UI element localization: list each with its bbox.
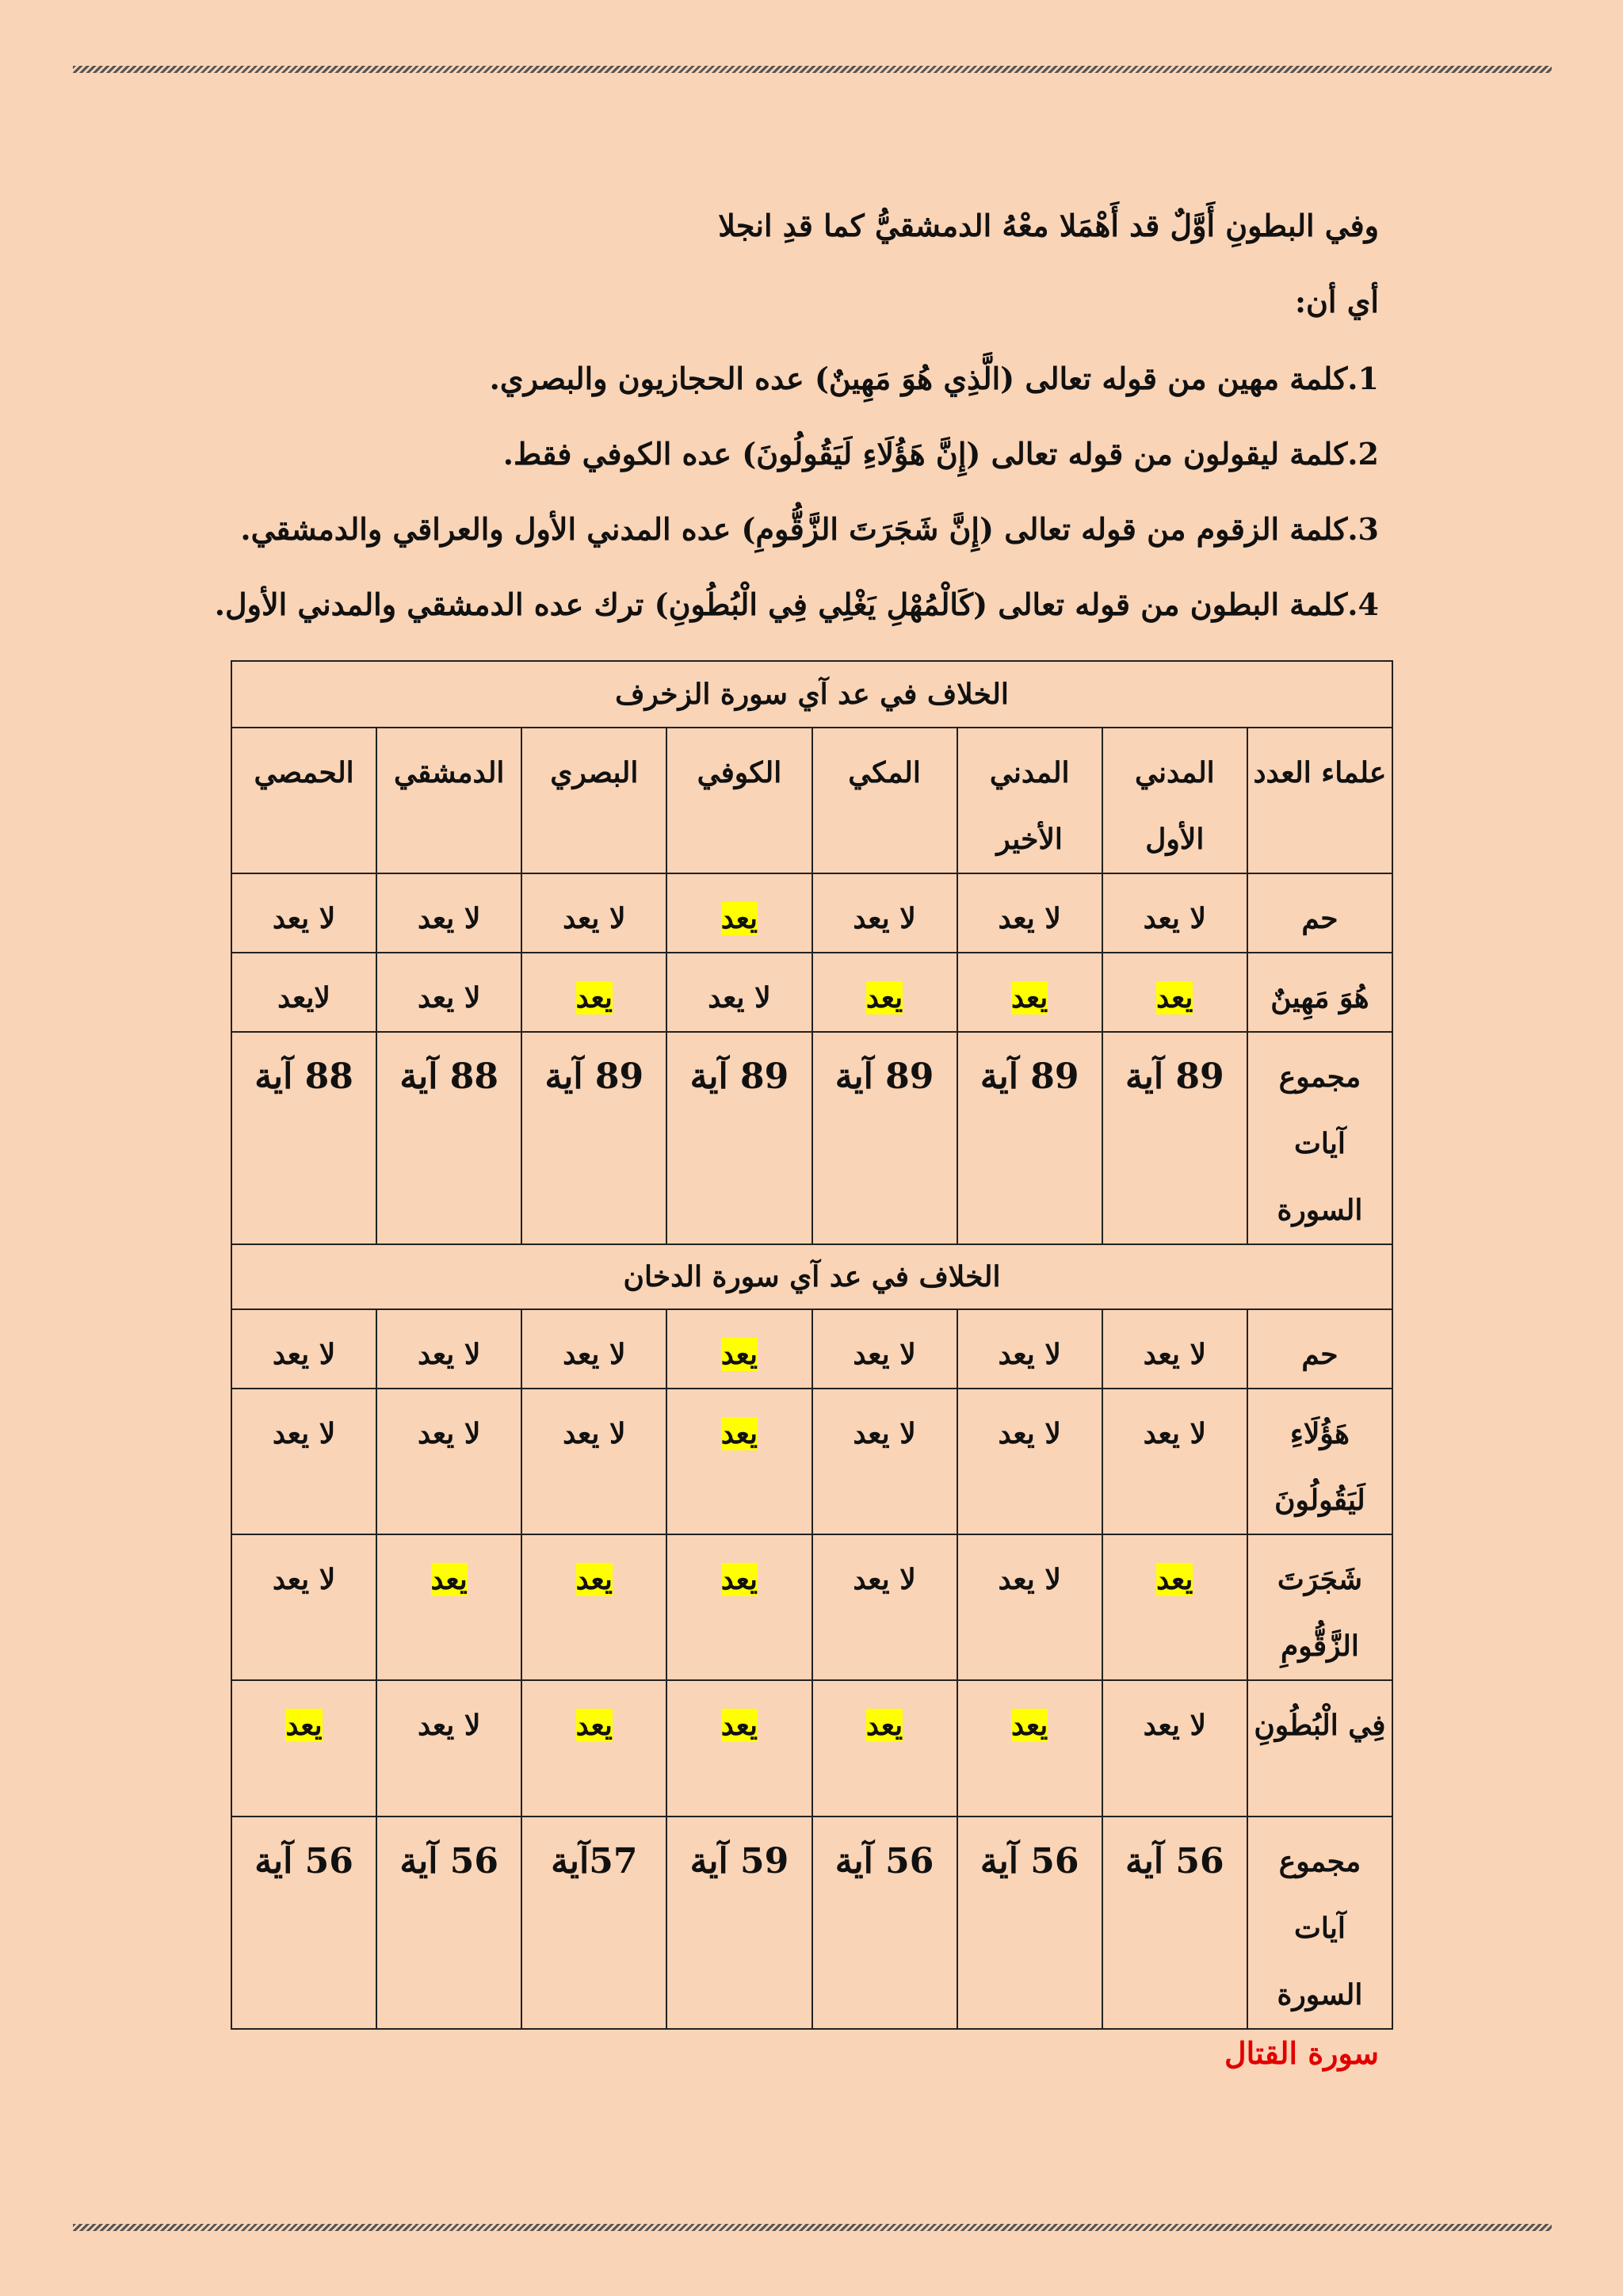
count-cell	[666, 1389, 812, 1534]
row-label	[1247, 1389, 1392, 1534]
cell-text: يعد	[720, 1709, 758, 1742]
cell-text: مجموع آيات السورة	[1277, 1845, 1363, 2011]
cell-text: 56 آية	[254, 1841, 353, 1881]
cell-text: لا يعد	[1143, 1417, 1206, 1450]
cell-text: حم	[1301, 902, 1338, 935]
cell-text: يعد	[575, 1563, 613, 1596]
table-title	[231, 1244, 1392, 1309]
cell-text: 56 آية	[834, 1841, 934, 1881]
count-cell	[231, 1309, 376, 1389]
count-cell	[1102, 1389, 1247, 1534]
cell-text: 89 آية	[544, 1056, 644, 1097]
cell-text: يعد	[1156, 981, 1193, 1014]
count-cell	[376, 1389, 521, 1534]
total-cell	[666, 1817, 812, 2029]
cell-text: لا يعد	[998, 1338, 1061, 1371]
count-cell	[521, 1680, 666, 1817]
intro-text: أي أن:	[1294, 284, 1379, 319]
cell-text: لا يعد	[418, 1417, 481, 1450]
cell-text: لا يعد	[853, 1563, 916, 1596]
cell-text: لا يعد	[853, 1417, 916, 1450]
count-cell	[812, 1389, 957, 1534]
count-cell	[957, 1534, 1102, 1680]
next-section-heading: سورة القتال	[1224, 2035, 1379, 2071]
count-cell	[376, 1534, 521, 1680]
table-title-row	[231, 1244, 1392, 1309]
count-cell	[812, 1534, 957, 1680]
cell-text: يعد	[720, 1338, 758, 1371]
cell-text: الخلاف في عد آي سورة الزخرف	[615, 678, 1009, 711]
cell-text: يعد	[575, 1709, 613, 1742]
total-cell	[957, 1817, 1102, 2029]
total-cell	[957, 1032, 1102, 1244]
total-cell	[376, 1817, 521, 2029]
cell-text: الدمشقي	[393, 756, 505, 789]
count-cell	[957, 953, 1102, 1032]
cell-text: لا يعد	[272, 1563, 336, 1596]
total-cell	[231, 1817, 376, 2029]
count-cell	[231, 1534, 376, 1680]
cell-text: 89 آية	[1125, 1056, 1224, 1097]
count-cell	[666, 1680, 812, 1817]
cell-text: لا يعد	[418, 981, 481, 1014]
row-label	[1247, 953, 1392, 1032]
total-label	[1247, 1817, 1392, 2029]
column-header	[666, 728, 812, 873]
column-header	[521, 728, 666, 873]
column-header	[957, 728, 1102, 873]
cell-text: شَجَرَتَ الزَّقُّومِ	[1277, 1563, 1363, 1663]
total-cell	[666, 1032, 812, 1244]
total-cell	[812, 1817, 957, 2029]
cell-text: البصري	[550, 756, 639, 789]
count-cell	[666, 1309, 812, 1389]
table-row	[231, 1389, 1392, 1534]
cell-text: يعد	[575, 981, 613, 1014]
count-cell	[376, 1680, 521, 1817]
cell-text: الخلاف في عد آي سورة الدخان	[623, 1260, 1001, 1293]
cell-text: يعد	[720, 1563, 758, 1596]
count-cell	[812, 953, 957, 1032]
cell-text: 88 آية	[254, 1056, 353, 1097]
count-cell	[666, 873, 812, 953]
cell-text: المكي	[848, 756, 921, 789]
cell-text: يعد	[1011, 1709, 1048, 1742]
count-cell	[1102, 1680, 1247, 1817]
count-cell	[521, 1389, 666, 1534]
cell-text: 89 آية	[834, 1056, 934, 1097]
row-label	[1247, 1309, 1392, 1389]
cell-text: 56 آية	[399, 1841, 498, 1881]
count-cell	[957, 873, 1102, 953]
column-header	[1247, 728, 1392, 873]
count-cell	[812, 873, 957, 953]
table-title	[231, 661, 1392, 728]
total-cell	[231, 1032, 376, 1244]
cell-text: مجموع آيات السورة	[1277, 1060, 1363, 1227]
count-cell	[521, 953, 666, 1032]
total-cell	[1102, 1817, 1247, 2029]
point-4: 4.كلمة البطون من قوله تعالى (كَالْمُهْلِ يَغْلِي فِي الْبُطُونِ) ترك عده الدمشقي والمدني الأول.	[214, 586, 1379, 622]
count-cell	[521, 1534, 666, 1680]
count-cell	[957, 1389, 1102, 1534]
count-cell	[1102, 873, 1247, 953]
cell-text: علماء العدد	[1253, 756, 1387, 789]
table-row	[231, 1309, 1392, 1389]
cell-text: يعد	[1011, 981, 1048, 1014]
cell-text: لا يعد	[708, 981, 771, 1014]
count-cell	[521, 1309, 666, 1389]
table-row	[231, 1680, 1392, 1817]
cell-text: لا يعد	[1143, 902, 1206, 935]
row-label	[1247, 1534, 1392, 1680]
cell-text: لا يعد	[998, 1563, 1061, 1596]
bottom-border	[73, 2224, 1552, 2231]
cell-text: المدني الأخير	[989, 756, 1070, 856]
cell-text: المدني الأول	[1134, 756, 1215, 856]
cell-text: لا يعد	[272, 1338, 336, 1371]
count-cell	[812, 1680, 957, 1817]
table-row	[231, 953, 1392, 1032]
cell-text: يعد	[865, 981, 903, 1014]
cell-text: 56 آية	[1125, 1841, 1224, 1881]
cell-text: لا يعد	[563, 1338, 626, 1371]
column-header	[231, 728, 376, 873]
cell-text: 89 آية	[689, 1056, 789, 1097]
count-cell	[376, 953, 521, 1032]
top-border	[73, 66, 1552, 73]
point-1: 1.كلمة مهين من قوله تعالى (الَّذِي هُوَ مَهِينٌ) عده الحجازيون والبصري.	[489, 361, 1379, 396]
count-cell	[1102, 1309, 1247, 1389]
count-cell	[957, 1309, 1102, 1389]
count-cell	[231, 1680, 376, 1817]
count-cell	[376, 873, 521, 953]
count-cell	[666, 1534, 812, 1680]
cell-text: لا يعد	[1143, 1338, 1206, 1371]
count-cell	[231, 953, 376, 1032]
verse-line: وفي البطونِ أَوَّلٌ قد أَهْمَلا معْهُ الدمشقيُّ كما قدِ انجلا	[718, 208, 1379, 243]
cell-text: الحمصي	[254, 756, 354, 789]
total-row	[231, 1817, 1392, 2029]
cell-text: لا يعد	[418, 902, 481, 935]
row-label	[1247, 873, 1392, 953]
cell-text: يعد	[865, 1709, 903, 1742]
total-cell	[521, 1817, 666, 2029]
total-label	[1247, 1032, 1392, 1244]
count-cell	[957, 1680, 1102, 1817]
total-cell	[521, 1032, 666, 1244]
cell-text: هُوَ مَهِينٌ	[1270, 981, 1369, 1014]
point-3: 3.كلمة الزقوم من قوله تعالى (إِنَّ شَجَرَتَ الزَّقُّومِ) عده المدني الأول والعراقي والدمشقي.	[240, 511, 1379, 547]
header-row	[231, 728, 1392, 873]
count-cell	[1102, 1534, 1247, 1680]
cell-text: لا يعد	[998, 902, 1061, 935]
row-label	[1247, 1680, 1392, 1817]
cell-text: لا يعد	[563, 1417, 626, 1450]
cell-text: لا يعد	[1143, 1709, 1206, 1742]
cell-text: 88 آية	[399, 1056, 498, 1097]
cell-text: حم	[1301, 1338, 1338, 1371]
cell-text: لا يعد	[853, 902, 916, 935]
point-2: 2.كلمة ليقولون من قوله تعالى (إِنَّ هَؤُلَاءِ لَيَقُولُونَ) عده الكوفي فقط.	[502, 436, 1379, 472]
cell-text: 89 آية	[980, 1056, 1079, 1097]
cell-text: 57آية	[551, 1841, 638, 1881]
count-cell	[1102, 953, 1247, 1032]
column-header	[812, 728, 957, 873]
cell-text: لا يعد	[272, 1417, 336, 1450]
cell-text: لا يعد	[998, 1417, 1061, 1450]
cell-text: هَؤُلَاءِ لَيَقُولُونَ	[1274, 1417, 1365, 1517]
cell-text: يعد	[430, 1563, 468, 1596]
cell-text: فِي الْبُطُونِ	[1254, 1709, 1386, 1742]
cell-text: يعد	[720, 1417, 758, 1450]
cell-text: لا يعد	[418, 1709, 481, 1742]
count-cell	[666, 953, 812, 1032]
cell-text: يعد	[1156, 1563, 1193, 1596]
table-title-row	[231, 661, 1392, 728]
count-cell	[231, 873, 376, 953]
table-row	[231, 873, 1392, 953]
total-cell	[376, 1032, 521, 1244]
cell-text: لا يعد	[418, 1338, 481, 1371]
cell-text: لايعد	[277, 981, 330, 1014]
cell-text: 59 آية	[689, 1841, 789, 1881]
total-row	[231, 1032, 1392, 1244]
cell-text: يعد	[720, 902, 758, 935]
cell-text: يعد	[285, 1709, 323, 1742]
cell-text: لا يعد	[853, 1338, 916, 1371]
cell-text: لا يعد	[563, 902, 626, 935]
count-cell	[376, 1309, 521, 1389]
total-cell	[1102, 1032, 1247, 1244]
differences-table	[231, 660, 1393, 2030]
count-cell	[812, 1309, 957, 1389]
column-header	[1102, 728, 1247, 873]
total-cell	[812, 1032, 957, 1244]
cell-text: الكوفي	[697, 756, 782, 789]
count-cell	[231, 1389, 376, 1534]
cell-text: 56 آية	[980, 1841, 1079, 1881]
table-row	[231, 1534, 1392, 1680]
cell-text: لا يعد	[272, 902, 336, 935]
column-header	[376, 728, 521, 873]
count-cell	[521, 873, 666, 953]
